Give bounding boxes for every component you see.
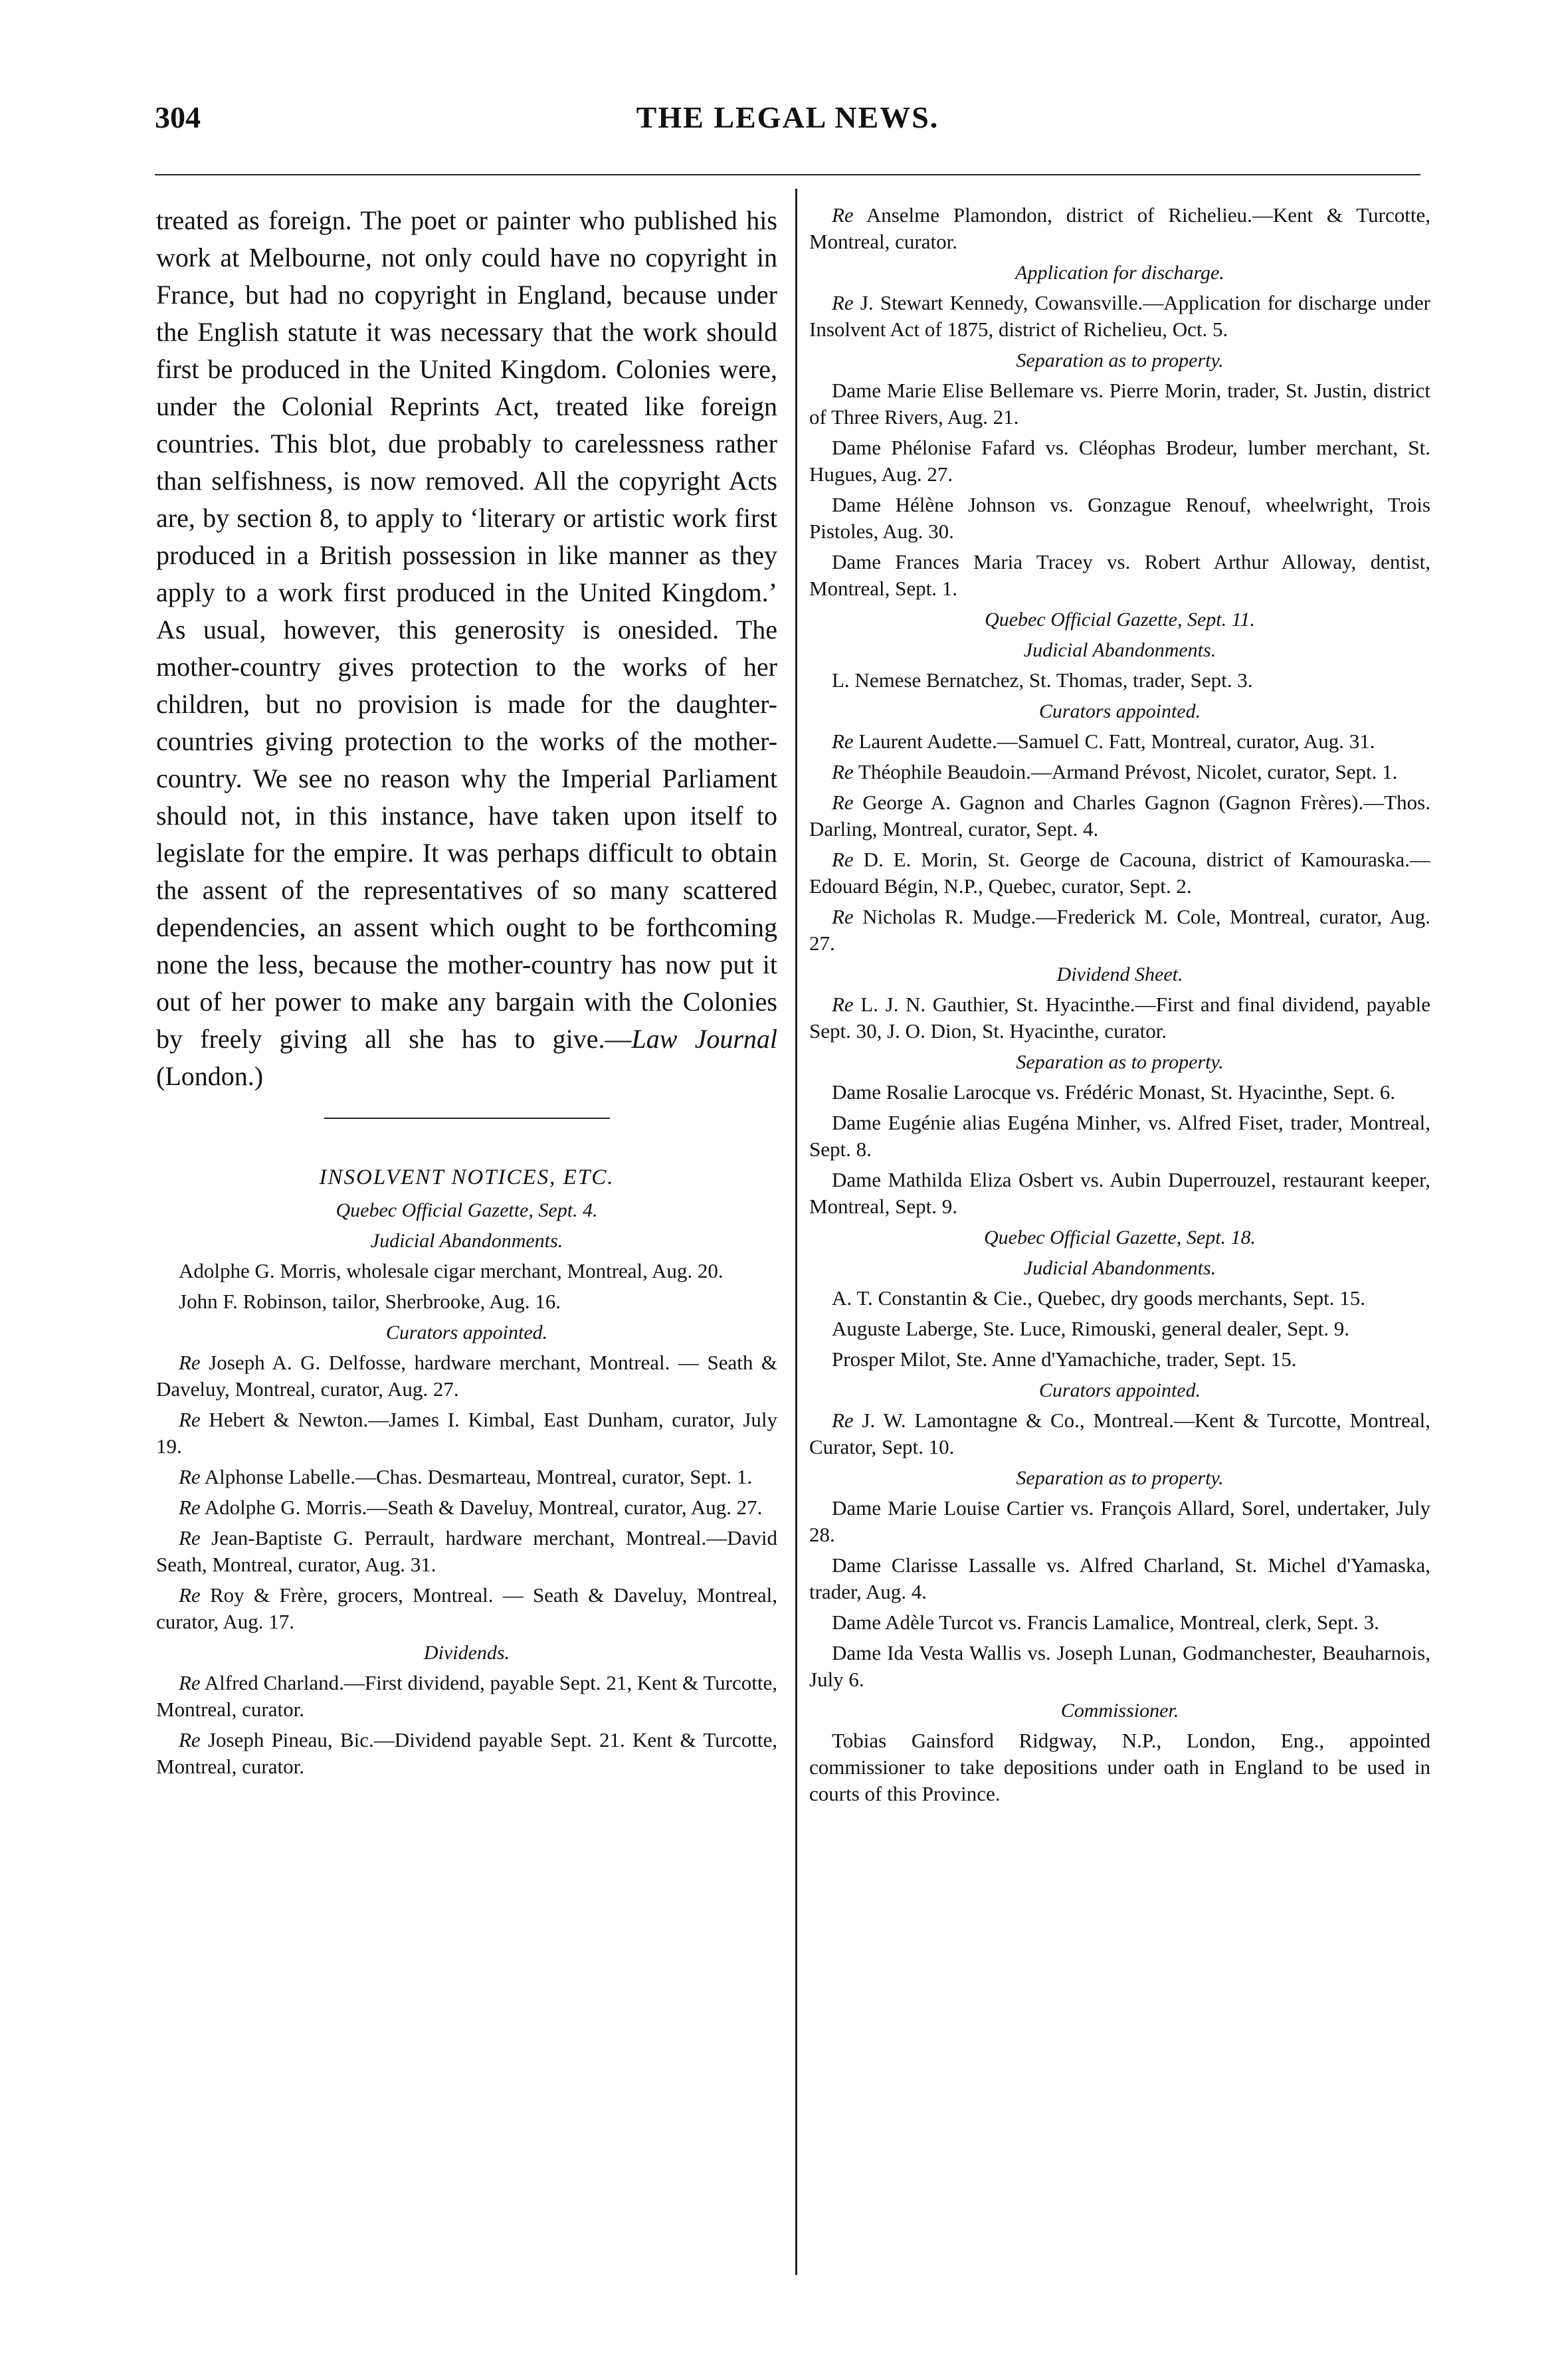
page-header bbox=[155, 100, 1420, 146]
notice-entry bbox=[809, 991, 1430, 1044]
notice-re-label: Re bbox=[832, 848, 854, 871]
notice-text: Dame Frances Maria Tracey vs. Robert Arthur Alloway, dentist, Montreal, Sept. 1. bbox=[809, 550, 1430, 600]
notice-entry bbox=[809, 1316, 1430, 1342]
notice-entry bbox=[156, 1407, 777, 1460]
notice-text: Jean-Baptiste G. Perrault, hardware merchant, Montreal.—David Seath, Montreal, curator, Aug. 31. bbox=[156, 1526, 777, 1576]
notice-text: Tobias Gainsford Ridgway, N.P., London, Eng., appointed commissioner to take depositions under oath in England to be used in courts of this Province. bbox=[809, 1729, 1430, 1805]
notice-entry bbox=[809, 1640, 1430, 1693]
page-number: 304 bbox=[155, 100, 201, 134]
source-journal: Law Journal bbox=[631, 1024, 778, 1054]
header-rule bbox=[155, 174, 1420, 175]
notice-entry bbox=[156, 1349, 777, 1403]
notice-heading: Quebec Official Gazette, Sept. 11. bbox=[985, 609, 1255, 631]
notice-entry bbox=[809, 202, 1430, 255]
notice-entry bbox=[809, 1552, 1430, 1605]
notice-heading: Separation as to property. bbox=[1016, 1467, 1224, 1489]
notice-heading: Curators appointed. bbox=[1038, 1379, 1201, 1401]
notice-entry bbox=[809, 759, 1430, 785]
notice-heading: Commissioner. bbox=[1060, 1700, 1179, 1722]
notice-entry bbox=[156, 1727, 777, 1780]
notice-re-label: Re bbox=[179, 1583, 201, 1607]
notice-text: Dame Marie Louise Cartier vs. François Allard, Sorel, undertaker, July 28. bbox=[809, 1496, 1430, 1546]
notice-entry bbox=[809, 789, 1430, 843]
notice-text: Dame Hélène Johnson vs. Gonzague Renouf, wheelwright, Trois Pistoles, Aug. 30. bbox=[809, 493, 1430, 543]
column-divider bbox=[795, 189, 797, 2275]
notice-re-label: Re bbox=[832, 291, 854, 314]
right-column bbox=[809, 202, 1430, 1811]
notice-text: Dame Ida Vesta Wallis vs. Joseph Lunan, Godmanchester, Beauharnois, July 6. bbox=[809, 1641, 1430, 1691]
notice-re-label: Re bbox=[832, 993, 854, 1016]
notice-entry bbox=[809, 904, 1430, 957]
notices-right-list bbox=[809, 202, 1430, 1807]
notice-entry bbox=[156, 1582, 777, 1635]
notice-text: John F. Robinson, tailor, Sherbrooke, Aug. 16. bbox=[179, 1290, 561, 1313]
notice-heading: Curators appointed. bbox=[385, 1322, 548, 1343]
notice-text: Joseph A. G. Delfosse, hardware merchant, Montreal. — Seath & Daveluy, Montreal, curator, Aug. 27. bbox=[156, 1351, 777, 1401]
notice-text: Dame Eugénie alias Eugéna Minher, vs. Alfred Fiset, trader, Montreal, Sept. 8. bbox=[809, 1111, 1430, 1161]
notice-entry bbox=[809, 549, 1430, 602]
notice-text: L. J. N. Gauthier, St. Hyacinthe.—First and final dividend, payable Sept. 30, J. O. Dion, St. Hyacinthe, curator. bbox=[809, 993, 1430, 1042]
notice-entry bbox=[809, 435, 1430, 488]
notice-text: Dame Marie Elise Bellemare vs. Pierre Morin, trader, St. Justin, district of Three Rivers, Aug. 21. bbox=[809, 379, 1430, 429]
notice-text: L. Nemese Bernatchez, St. Thomas, trader, Sept. 3. bbox=[832, 668, 1253, 692]
notice-entry bbox=[156, 1494, 777, 1521]
notice-heading: Judicial Abandonments. bbox=[1023, 639, 1216, 661]
notice-re-label: Re bbox=[832, 760, 854, 783]
notice-text: Dame Clarisse Lassalle vs. Alfred Charland, St. Michel d'Yamaska, trader, Aug. 4. bbox=[809, 1553, 1430, 1603]
notice-heading: Judicial Abandonments. bbox=[1023, 1257, 1216, 1279]
notice-text: Dame Rosalie Larocque vs. Frédéric Monast, St. Hyacinthe, Sept. 6. bbox=[832, 1080, 1395, 1104]
notice-entry bbox=[156, 1464, 777, 1490]
notice-re-label: Re bbox=[179, 1408, 201, 1431]
notice-entry bbox=[809, 1285, 1430, 1312]
notice-text: Auguste Laberge, Ste. Luce, Rimouski, general dealer, Sept. 9. bbox=[832, 1317, 1349, 1340]
notice-entry bbox=[809, 1346, 1430, 1373]
notice-re-label: Re bbox=[179, 1526, 201, 1549]
notice-heading: Separation as to property. bbox=[1016, 349, 1224, 371]
notice-entry bbox=[809, 290, 1430, 343]
notice-text: Prosper Milot, Ste. Anne d'Yamachiche, trader, Sept. 15. bbox=[832, 1347, 1297, 1371]
notice-text: Hebert & Newton.—James I. Kimbal, East Dunham, curator, July 19. bbox=[156, 1408, 777, 1458]
notice-heading: Dividend Sheet. bbox=[1056, 963, 1183, 985]
notice-text: Dame Phélonise Fafard vs. Cléophas Brodeur, lumber merchant, St. Hugues, Aug. 27. bbox=[809, 436, 1430, 486]
notice-text: Dame Adèle Turcot vs. Francis Lamalice, Montreal, clerk, Sept. 3. bbox=[832, 1611, 1379, 1634]
notice-heading: Judicial Abandonments. bbox=[370, 1230, 563, 1252]
notice-heading: Dividends. bbox=[423, 1642, 510, 1664]
notice-text: Adolphe G. Morris.—Seath & Daveluy, Montreal, curator, Aug. 27. bbox=[200, 1496, 763, 1519]
notice-text: Nicholas R. Mudge.—Frederick M. Cole, Montreal, curator, Aug. 27. bbox=[809, 905, 1430, 955]
notice-heading: Curators appointed. bbox=[1038, 700, 1201, 722]
notice-entry bbox=[156, 1670, 777, 1723]
article-continuation bbox=[156, 202, 777, 1095]
notice-entry bbox=[809, 1728, 1430, 1807]
notice-re-label: Re bbox=[832, 791, 854, 814]
notice-entry bbox=[809, 377, 1430, 431]
notice-text: D. E. Morin, St. George de Cacouna, district of Kamouraska.—Edouard Bégin, N.P., Quebec, curator, Sept. 2. bbox=[809, 848, 1430, 898]
section-rule bbox=[324, 1118, 610, 1119]
notice-text: Alphonse Labelle.—Chas. Desmarteau, Montreal, curator, Sept. 1. bbox=[200, 1465, 753, 1488]
notice-re-label: Re bbox=[179, 1351, 201, 1374]
notice-text: George A. Gagnon and Charles Gagnon (Gagnon Frères).—Thos. Darling, Montreal, curator, Sept. 4. bbox=[809, 791, 1430, 841]
notice-re-label: Re bbox=[832, 1409, 854, 1432]
notice-entry bbox=[156, 1525, 777, 1578]
notice-re-label: Re bbox=[179, 1671, 201, 1694]
notice-heading: Quebec Official Gazette, Sept. 4. bbox=[336, 1199, 598, 1221]
notice-text: Adolphe G. Morris, wholesale cigar merchant, Montreal, Aug. 20. bbox=[179, 1259, 724, 1282]
notice-entry bbox=[809, 492, 1430, 545]
notice-text: A. T. Constantin & Cie., Quebec, dry goods merchants, Sept. 15. bbox=[832, 1286, 1366, 1310]
notice-text: Laurent Audette.—Samuel C. Fatt, Montreal, curator, Aug. 31. bbox=[853, 730, 1375, 753]
notice-text: Anselme Plamondon, district of Richelieu.—Kent & Turcotte, Montreal, curator. bbox=[809, 203, 1430, 253]
notice-text: Joseph Pineau, Bic.—Dividend payable Sept. 21. Kent & Turcotte, Montreal, curator. bbox=[156, 1728, 777, 1778]
notice-text: Théophile Beaudoin.—Armand Prévost, Nicolet, curator, Sept. 1. bbox=[853, 760, 1398, 783]
notices-left-list bbox=[156, 1197, 777, 1780]
notice-re-label: Re bbox=[179, 1728, 201, 1751]
notice-entry bbox=[809, 728, 1430, 755]
article-text: treated as foreign. The poet or painter who published his work at Melbourne, not only could have no copyright in France, but had no copyright in England, because under the English statute it was necessary that the work should first be produced in the United Kingdom. Colonies were, under the Colonial Reprints Act, treated like foreign countries. This blot, due probably to carelessness rather than selfishness, is now removed. All the copyright Acts are, by section 8, to apply to ‘literary or artistic work first produced in a British possession in like manner as they apply to a work first produced in the United Kingdom.’ As usual, however, this generosity is onesided. The mother-country gives protection to the works of her children, but no provision is made for the daughter-countries giving protection to the works of the mother-country. We see no reason why the Imperial Parliament should not, in this instance, have taken upon itself to legislate for the empire. It was perhaps difficult to obtain the assent of the representatives of so many scattered dependencies, an assent which ought to be forthcoming none the less, because the mother-country has now put it out of her power to make any bargain with the Colonies by freely giving all she has to give.— bbox=[156, 205, 777, 1054]
notice-text: Dame Mathilda Eliza Osbert vs. Aubin Duperrouzel, restaurant keeper, Montreal, Sept. 9. bbox=[809, 1168, 1430, 1218]
notice-text: J. W. Lamontagne & Co., Montreal.—Kent & Turcotte, Montreal, Curator, Sept. 10. bbox=[809, 1409, 1430, 1458]
notice-entry bbox=[809, 1407, 1430, 1460]
notice-re-label: Re bbox=[832, 730, 854, 753]
notice-text: Roy & Frère, grocers, Montreal. — Seath & Daveluy, Montreal, curator, Aug. 17. bbox=[156, 1583, 777, 1633]
notice-re-label: Re bbox=[832, 203, 854, 227]
source-place: (London.) bbox=[156, 1061, 264, 1091]
notices-title: INSOLVENT NOTICES, ETC. bbox=[319, 1165, 615, 1189]
notice-heading: Quebec Official Gazette, Sept. 18. bbox=[983, 1227, 1256, 1248]
notice-entry bbox=[809, 1167, 1430, 1220]
notice-text: J. Stewart Kennedy, Cowansville.—Application for discharge under Insolvent Act of 1875, district of Richelieu, Oct. 5. bbox=[809, 291, 1430, 341]
notice-entry bbox=[156, 1288, 777, 1315]
notice-re-label: Re bbox=[832, 905, 854, 928]
notice-heading: Application for discharge. bbox=[1015, 262, 1224, 284]
notice-entry bbox=[809, 1495, 1430, 1548]
notice-re-label: Re bbox=[179, 1496, 201, 1519]
notice-re-label: Re bbox=[179, 1465, 201, 1488]
notice-entry bbox=[809, 1110, 1430, 1163]
notice-entry bbox=[809, 667, 1430, 694]
notice-heading: Separation as to property. bbox=[1016, 1051, 1224, 1073]
notice-entry bbox=[809, 1609, 1430, 1636]
running-title: THE LEGAL NEWS. bbox=[636, 100, 939, 134]
left-column bbox=[156, 202, 777, 1784]
notice-text: Alfred Charland.—First dividend, payable Sept. 21, Kent & Turcotte, Montreal, curator. bbox=[156, 1671, 777, 1721]
notice-entry bbox=[809, 1079, 1430, 1106]
notice-entry bbox=[156, 1258, 777, 1284]
notice-entry bbox=[809, 846, 1430, 900]
